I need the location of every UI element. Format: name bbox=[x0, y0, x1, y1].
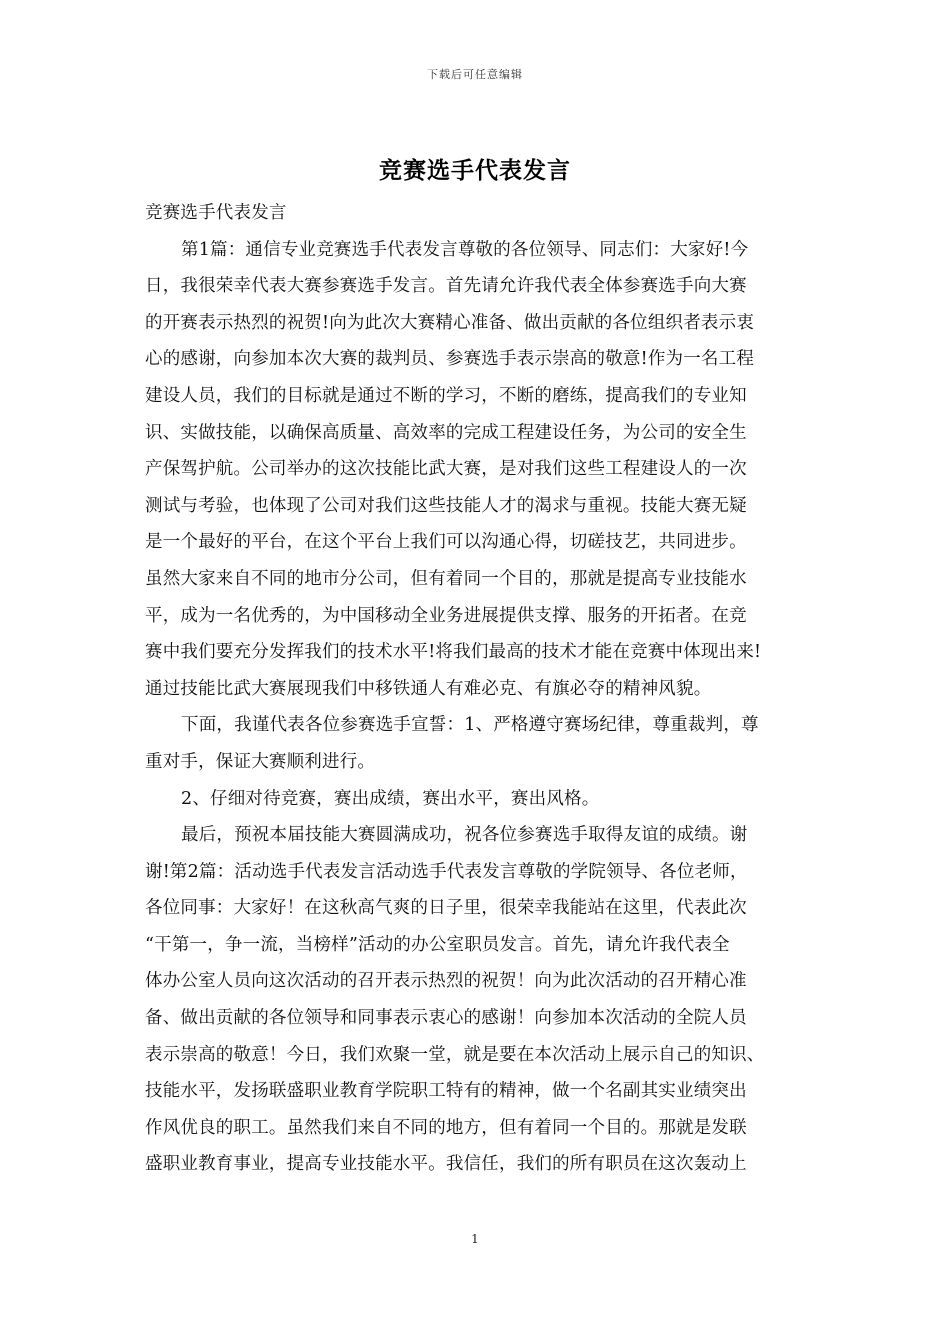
body-text-line: 备、做出贡献的各位领导和同事表示衷心的感谢！向参加本次活动的全院人员 bbox=[145, 1008, 747, 1029]
body-text-line: 下面，我谨代表各位参赛选手宣誓：1、严格遵守赛场纪律，尊重裁判，尊 bbox=[181, 715, 759, 736]
body-text-line: 产保驾护航。公司举办的这次技能比武大赛，是对我们这些工程建设人的一次 bbox=[145, 459, 747, 480]
body-text-line: 盛职业教育事业，提高专业技能水平。我信任，我们的所有职员在这次轰动上 bbox=[145, 1154, 747, 1175]
body-text-line: 最后，预祝本届技能大赛圆满成功，祝各位参赛选手取得友谊的成绩。谢 bbox=[181, 825, 748, 846]
body-text-line: 赛中我们要充分发挥我们的技术水平!将我们最高的技术才能在竞赛中体现出来! bbox=[145, 642, 762, 663]
body-text-line: 技能水平，发扬联盛职业教育学院职工特有的精神，做一个名副其实业绩突出 bbox=[145, 1081, 747, 1102]
document-body bbox=[145, 195, 815, 1183]
document-title: 竞赛选手代表发言 bbox=[379, 157, 571, 184]
body-text-line: 的开赛表示热烈的祝贺!向为此次大赛精心准备、做出贡献的各位组织者表示衷 bbox=[145, 312, 755, 333]
body-text-line: 虽然大家来自不同的地市分公司，但有着同一个目的，那就是提高专业技能水 bbox=[145, 568, 747, 589]
body-text-line: 作风优良的职工。虽然我们来自不同的地方，但有着同一个目的。那就是发联 bbox=[145, 1117, 747, 1138]
body-text-line: 2、仔细对待竞赛，赛出成绩，赛出水平，赛出风格。 bbox=[181, 788, 600, 809]
body-text-line: 识、实做技能，以确保高质量、高效率的完成工程建设任务，为公司的安全生 bbox=[145, 422, 747, 443]
body-text-line: 心的感谢，向参加本次大赛的裁判员、参赛选手表示崇高的敬意!作为一名工程 bbox=[145, 349, 755, 370]
body-text-line: 日，我很荣幸代表大赛参赛选手发言。首先请允许我代表全体参赛选手向大赛 bbox=[145, 276, 747, 297]
body-text-line: 竞赛选手代表发言 bbox=[145, 203, 287, 223]
body-text-line: 通过技能比武大赛展现我们中移铁通人有难必克、有旗必夺的精神风貌。 bbox=[145, 678, 712, 699]
body-text-line: “干第一，争一流，当榜样”活动的办公室职员发言。首先，请允许我代表全 bbox=[145, 934, 730, 955]
body-text-line: 测试与考验，也体现了公司对我们这些技能人才的渴求与重视。技能大赛无疑 bbox=[145, 495, 747, 516]
page-number: 1 bbox=[471, 1232, 479, 1246]
body-text-line: 谢!第2篇：活动选手代表发言活动选手代表发言尊敬的学院领导、各位老师， bbox=[145, 861, 748, 882]
header-note: 下载后可任意编辑 bbox=[427, 68, 523, 81]
body-text-line: 建设人员，我们的目标就是通过不断的学习，不断的磨练，提高我们的专业知 bbox=[145, 385, 747, 406]
body-text-line: 是一个最好的平台，在这个平台上我们可以沟通心得，切磋技艺，共同进步。 bbox=[145, 532, 747, 553]
body-text-line: 第1篇：通信专业竞赛选手代表发言尊敬的各位领导、同志们：大家好!今 bbox=[181, 239, 749, 260]
body-text-line: 重对手，保证大赛顺利进行。 bbox=[145, 751, 376, 772]
body-text-line: 各位同事：大家好！在这秋高气爽的日子里，很荣幸我能站在这里，代表此次 bbox=[145, 898, 747, 919]
body-text-line: 平，成为一名优秀的，为中国移动全业务进展提供支撑、服务的开拓者。在竞 bbox=[145, 605, 747, 626]
body-text-line: 表示崇高的敬意！今日，我们欢聚一堂，就是要在本次活动上展示自己的知识、 bbox=[145, 1044, 765, 1065]
body-text-line: 体办公室人员向这次活动的召开表示热烈的祝贺！向为此次活动的召开精心准 bbox=[145, 971, 747, 992]
